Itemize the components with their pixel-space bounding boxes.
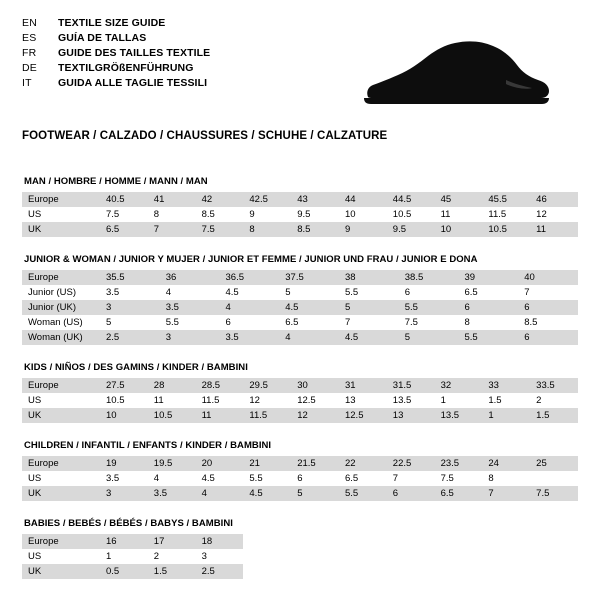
cell: 9 bbox=[339, 222, 387, 237]
dress-shoe-icon bbox=[356, 34, 552, 114]
cell: 4.5 bbox=[196, 471, 244, 486]
cell: 24 bbox=[482, 456, 530, 471]
cell: 0.5 bbox=[100, 564, 148, 579]
cell: 2.5 bbox=[196, 564, 244, 579]
cell: 3 bbox=[100, 300, 160, 315]
cell: 13.5 bbox=[435, 408, 483, 423]
cell: 44 bbox=[339, 192, 387, 207]
cell: 5.5 bbox=[339, 486, 387, 501]
cell: 10.5 bbox=[148, 408, 196, 423]
cell: 6 bbox=[459, 300, 519, 315]
section-babies bbox=[22, 518, 578, 579]
cell: 5 bbox=[100, 315, 160, 330]
cell: 1 bbox=[106, 551, 112, 562]
cell: 6 bbox=[518, 330, 578, 345]
table-row bbox=[22, 207, 578, 222]
cell-empty bbox=[435, 564, 483, 579]
cell: 13 bbox=[387, 408, 435, 423]
language-code: FR bbox=[22, 46, 37, 59]
cell: 1 bbox=[435, 393, 483, 408]
cell: 25 bbox=[530, 456, 578, 471]
language-title-list-body bbox=[22, 16, 210, 91]
cell: 42 bbox=[196, 192, 244, 207]
cell-empty bbox=[243, 549, 291, 564]
cell: 13 bbox=[339, 393, 387, 408]
table-row bbox=[22, 330, 578, 345]
cell: 9.5 bbox=[291, 207, 339, 222]
cell: 6.5 bbox=[435, 486, 483, 501]
cell: 17 bbox=[148, 534, 196, 549]
size-table-kids bbox=[22, 378, 578, 423]
section-title: JUNIOR & WOMAN / JUNIOR Y MUJER / JUNIOR ET FEMME / JUNIOR UND FRAU / JUNIOR E DONA bbox=[24, 254, 478, 265]
cell: 1.5 bbox=[482, 393, 530, 408]
table-row bbox=[22, 315, 578, 330]
cell: 5 bbox=[339, 300, 399, 315]
cell: 22 bbox=[339, 456, 387, 471]
cell: 6 bbox=[399, 285, 459, 300]
cell: 7 bbox=[387, 471, 435, 486]
cell-empty bbox=[482, 549, 530, 564]
cell: 4 bbox=[220, 300, 280, 315]
cell: 6.5 bbox=[339, 471, 387, 486]
row-label: UK bbox=[22, 486, 100, 501]
cell: 2 bbox=[153, 551, 160, 562]
cell: 11.5 bbox=[243, 408, 291, 423]
cell: 32 bbox=[435, 378, 483, 393]
cell: 1 bbox=[482, 408, 530, 423]
cell: 36 bbox=[160, 270, 220, 285]
row-label: UK bbox=[22, 564, 100, 579]
language-title: GUIDA ALLE TAGLIE TESSILI bbox=[58, 76, 208, 89]
cell: 8.5 bbox=[518, 315, 578, 330]
cell-empty bbox=[530, 549, 578, 564]
cell: 6.5 bbox=[459, 285, 519, 300]
cell: 11 bbox=[530, 222, 578, 237]
cell-empty bbox=[291, 564, 339, 579]
row-label: Europe bbox=[22, 270, 100, 285]
cell: 5 bbox=[279, 285, 339, 300]
table-row bbox=[22, 270, 578, 285]
section-children bbox=[22, 440, 578, 501]
cell-empty bbox=[339, 549, 387, 564]
cell: 7 bbox=[518, 285, 578, 300]
language-title: GUIDE DES TAILLES TEXTILE bbox=[58, 46, 211, 59]
page-header bbox=[22, 16, 578, 114]
table-row bbox=[22, 549, 578, 564]
cell: 6 bbox=[291, 471, 339, 486]
cell-empty bbox=[387, 564, 435, 579]
table-row bbox=[22, 393, 578, 408]
cell: 4 bbox=[160, 285, 220, 300]
cell: 11 bbox=[148, 393, 196, 408]
cell: 6 bbox=[387, 486, 435, 501]
cell: 45.5 bbox=[482, 192, 530, 207]
cell-empty bbox=[291, 534, 339, 549]
cell: 8 bbox=[243, 222, 291, 237]
cell-empty bbox=[530, 564, 578, 579]
cell: 36.5 bbox=[220, 270, 280, 285]
cell: 4 bbox=[196, 486, 244, 501]
cell: 6.5 bbox=[279, 315, 339, 330]
cell: 12 bbox=[291, 408, 339, 423]
cell: 33 bbox=[482, 378, 530, 393]
table-row bbox=[22, 285, 578, 300]
cell: 1.5 bbox=[148, 564, 196, 579]
size-table-man bbox=[22, 192, 578, 237]
row-label: Europe bbox=[22, 534, 100, 549]
row-label: Woman (US) bbox=[22, 315, 100, 330]
row-label: US bbox=[22, 471, 100, 486]
cell: 3.5 bbox=[160, 300, 220, 315]
cell: 22.5 bbox=[387, 456, 435, 471]
cell: 5.5 bbox=[160, 315, 220, 330]
cell: 28.5 bbox=[196, 378, 244, 393]
section-man bbox=[22, 176, 578, 237]
cell: 4.5 bbox=[339, 330, 399, 345]
cell: 11.5 bbox=[196, 393, 244, 408]
row-label: Junior (UK) bbox=[22, 300, 100, 315]
cell: 3.5 bbox=[100, 471, 148, 486]
cell: 16 bbox=[100, 534, 148, 549]
cell: 27.5 bbox=[100, 378, 148, 393]
cell: 3 bbox=[201, 551, 207, 562]
cell: 10 bbox=[339, 207, 387, 222]
cell: 7.5 bbox=[435, 471, 483, 486]
cell-empty bbox=[291, 549, 339, 564]
cell: 3.5 bbox=[100, 285, 160, 300]
size-table-babies bbox=[22, 534, 578, 579]
row-label: US bbox=[22, 207, 100, 222]
cell: 42.5 bbox=[243, 192, 291, 207]
cell-empty bbox=[243, 534, 291, 549]
language-row bbox=[22, 31, 210, 46]
table-row bbox=[22, 222, 578, 237]
cell-empty bbox=[530, 534, 578, 549]
language-row bbox=[22, 16, 210, 31]
cell: 6 bbox=[220, 315, 280, 330]
cell: 5.5 bbox=[459, 330, 519, 345]
cell: 9 bbox=[243, 207, 291, 222]
language-title: TEXTILGRÖßENFÜHRUNG bbox=[58, 61, 194, 74]
cell: 7.5 bbox=[399, 315, 459, 330]
cell: 30 bbox=[291, 378, 339, 393]
cell: 3.5 bbox=[148, 486, 196, 501]
cell: 46 bbox=[530, 192, 578, 207]
cell: 7.5 bbox=[530, 486, 578, 501]
table-row bbox=[22, 192, 578, 207]
cell: 7.5 bbox=[196, 222, 244, 237]
cell: 10 bbox=[100, 408, 148, 423]
section-kids bbox=[22, 362, 578, 423]
cell: 11 bbox=[196, 408, 244, 423]
row-label: UK bbox=[22, 408, 100, 423]
language-row bbox=[22, 76, 210, 91]
section-title: MAN / HOMBRE / HOMME / MANN / MAN bbox=[24, 176, 208, 187]
cell: 6 bbox=[518, 300, 578, 315]
cell: 33.5 bbox=[530, 378, 578, 393]
language-code: ES bbox=[22, 31, 37, 44]
size-table-children bbox=[22, 456, 578, 501]
cell-empty bbox=[387, 534, 435, 549]
cell: 8 bbox=[459, 315, 519, 330]
cell: 39 bbox=[459, 270, 519, 285]
cell: 12 bbox=[530, 207, 578, 222]
cell: 38.5 bbox=[399, 270, 459, 285]
table-row bbox=[22, 534, 578, 549]
table-row bbox=[22, 471, 578, 486]
cell: 35.5 bbox=[100, 270, 160, 285]
table-row bbox=[22, 564, 578, 579]
cell: 12.5 bbox=[339, 408, 387, 423]
cell: 2.5 bbox=[100, 330, 160, 345]
table-row bbox=[22, 456, 578, 471]
row-label: Europe bbox=[22, 456, 100, 471]
section-title: KIDS / NIÑOS / DES GAMINS / KINDER / BAMBINI bbox=[24, 362, 248, 373]
section-title: BABIES / BEBÉS / BÉBÉS / BABYS / BAMBINI bbox=[24, 518, 233, 529]
cell: 7 bbox=[339, 315, 399, 330]
row-label: US bbox=[28, 551, 42, 562]
cell: 8.5 bbox=[291, 222, 339, 237]
cell-empty bbox=[339, 534, 387, 549]
cell: 7 bbox=[148, 222, 196, 237]
row-label: Junior (US) bbox=[22, 285, 100, 300]
cell: 10.5 bbox=[100, 393, 148, 408]
cell: 8 bbox=[482, 471, 530, 486]
cell: 13.5 bbox=[387, 393, 435, 408]
cell: 4 bbox=[148, 471, 196, 486]
table-row bbox=[22, 300, 578, 315]
cell-empty bbox=[387, 549, 435, 564]
cell-empty bbox=[435, 534, 483, 549]
cell: 38 bbox=[339, 270, 399, 285]
table-row bbox=[22, 408, 578, 423]
cell: 3 bbox=[160, 330, 220, 345]
cell: 10.5 bbox=[387, 207, 435, 222]
cell: 21.5 bbox=[291, 456, 339, 471]
language-title: TEXTILE SIZE GUIDE bbox=[58, 17, 166, 29]
cell: 9.5 bbox=[387, 222, 435, 237]
language-code: EN bbox=[22, 17, 37, 29]
cell: 40 bbox=[518, 270, 578, 285]
cell: 8.5 bbox=[196, 207, 244, 222]
cell: 18 bbox=[196, 534, 244, 549]
row-label: Woman (UK) bbox=[22, 330, 100, 345]
table-row bbox=[22, 378, 578, 393]
row-label: Europe bbox=[22, 192, 100, 207]
cell: 5 bbox=[291, 486, 339, 501]
cell: 20 bbox=[196, 456, 244, 471]
cell: 11 bbox=[435, 207, 483, 222]
language-row bbox=[22, 46, 210, 61]
footwear-heading: FOOTWEAR / CALZADO / CHAUSSURES / SCHUHE / CALZATURE bbox=[22, 130, 388, 142]
cell: 11.5 bbox=[482, 207, 530, 222]
cell-empty bbox=[482, 534, 530, 549]
cell: 5.5 bbox=[243, 471, 291, 486]
row-label: Europe bbox=[22, 378, 100, 393]
cell: 43 bbox=[291, 192, 339, 207]
cell: 8 bbox=[148, 207, 196, 222]
cell: 29.5 bbox=[243, 378, 291, 393]
row-label: US bbox=[22, 393, 100, 408]
language-title-list bbox=[22, 16, 210, 91]
cell: 37.5 bbox=[279, 270, 339, 285]
size-table-junior-woman bbox=[22, 270, 578, 345]
cell-empty bbox=[243, 564, 291, 579]
language-code: IT bbox=[22, 76, 32, 89]
cell: 31 bbox=[339, 378, 387, 393]
cell: 3.5 bbox=[220, 330, 280, 345]
cell-empty bbox=[435, 549, 483, 564]
cell-empty bbox=[482, 564, 530, 579]
cell: 4.5 bbox=[279, 300, 339, 315]
cell: 12.5 bbox=[291, 393, 339, 408]
cell: 7 bbox=[482, 486, 530, 501]
cell: 31.5 bbox=[387, 378, 435, 393]
cell: 12 bbox=[243, 393, 291, 408]
cell: 2 bbox=[530, 393, 578, 408]
cell-empty bbox=[339, 564, 387, 579]
cell: 45 bbox=[435, 192, 483, 207]
cell: 1.5 bbox=[530, 408, 578, 423]
cell: 41 bbox=[148, 192, 196, 207]
cell: 7.5 bbox=[100, 207, 148, 222]
cell: 4 bbox=[279, 330, 339, 345]
section-title: CHILDREN / INFANTIL / ENFANTS / KINDER / BAMBINI bbox=[24, 440, 272, 451]
cell: 44.5 bbox=[387, 192, 435, 207]
cell bbox=[530, 471, 578, 486]
cell: 10.5 bbox=[482, 222, 530, 237]
section-junior-woman bbox=[22, 254, 578, 345]
row-label: UK bbox=[22, 222, 100, 237]
cell: 19.5 bbox=[148, 456, 196, 471]
cell: 21 bbox=[243, 456, 291, 471]
cell: 5 bbox=[399, 330, 459, 345]
cell: 5.5 bbox=[399, 300, 459, 315]
cell: 6.5 bbox=[100, 222, 148, 237]
cell: 4.5 bbox=[220, 285, 280, 300]
cell: 28 bbox=[148, 378, 196, 393]
language-row bbox=[22, 61, 210, 76]
cell: 4.5 bbox=[243, 486, 291, 501]
cell: 5.5 bbox=[339, 285, 399, 300]
cell: 10 bbox=[435, 222, 483, 237]
table-row bbox=[22, 486, 578, 501]
language-code: DE bbox=[22, 61, 37, 74]
cell: 23.5 bbox=[435, 456, 483, 471]
language-title: GUÍA DE TALLAS bbox=[58, 31, 147, 44]
cell: 19 bbox=[100, 456, 148, 471]
cell: 40.5 bbox=[100, 192, 148, 207]
cell: 3 bbox=[100, 486, 148, 501]
